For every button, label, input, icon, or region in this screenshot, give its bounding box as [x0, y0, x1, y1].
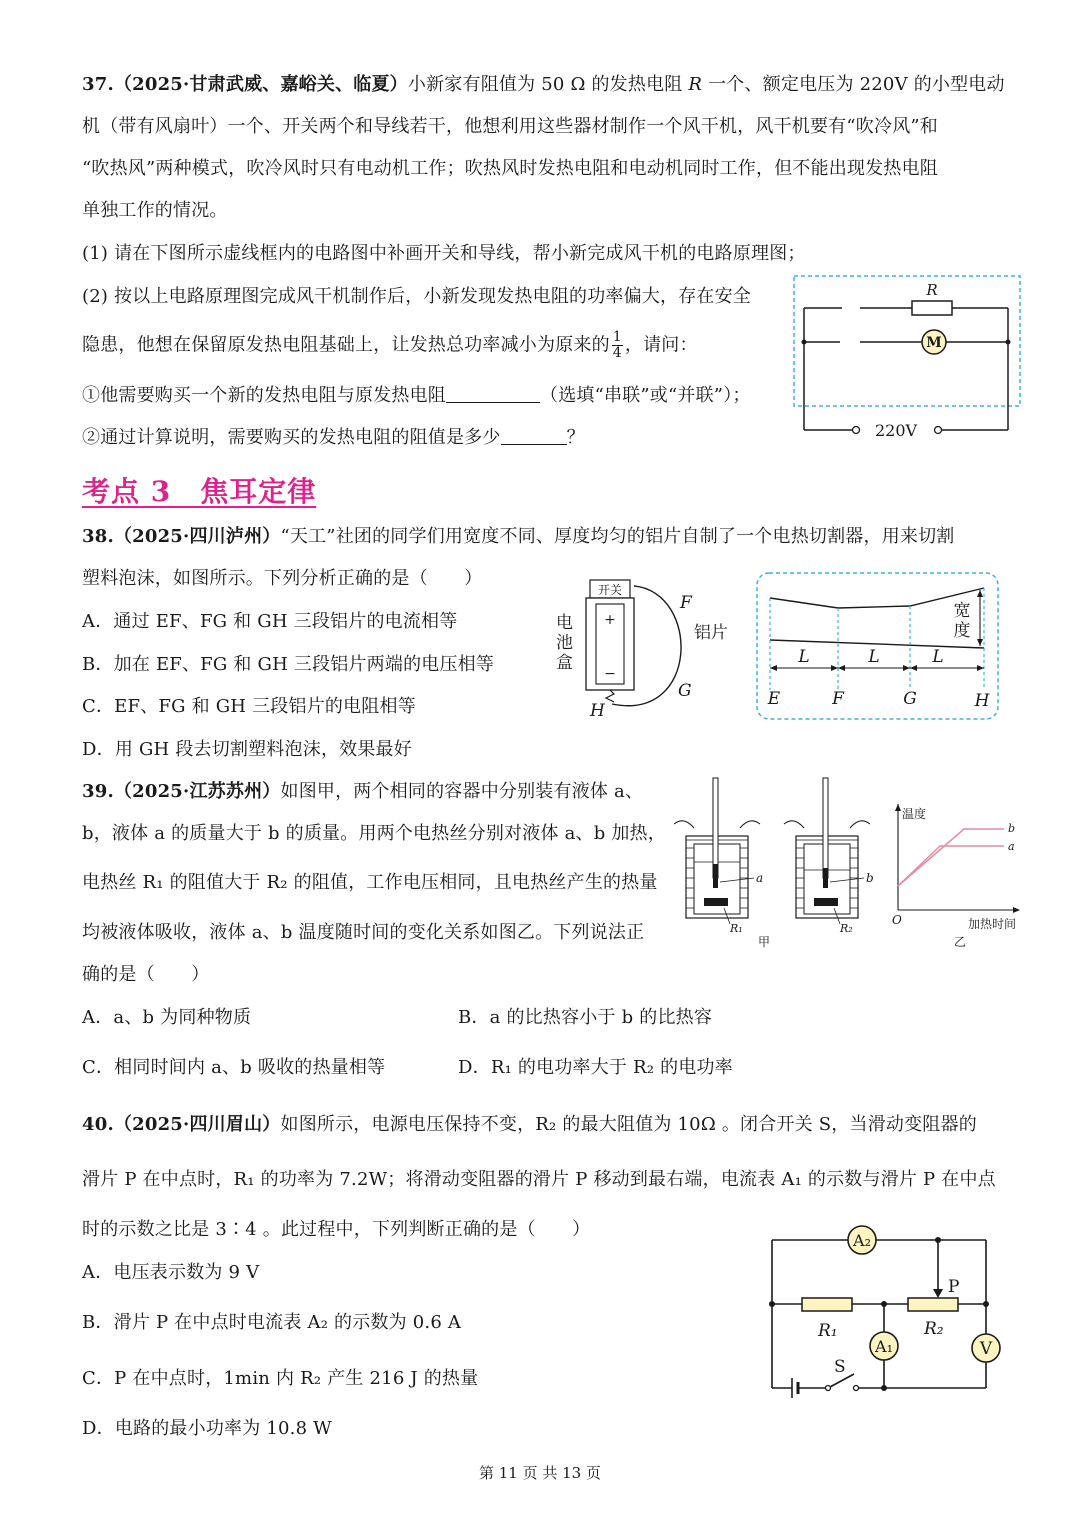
q38-option-c[interactable]: C．EF、FG 和 GH 三段铝片的电阻相等	[82, 696, 416, 717]
q40-number: 40.	[82, 1114, 114, 1135]
q38-battery-figure	[550, 572, 728, 722]
label-r2: R₂	[840, 922, 853, 935]
q38-text: “天工”社团的同学们用宽度不同、厚度均匀的铝片自制了一个电热切割器，用来切割	[280, 526, 955, 547]
q40-text: 如图所示，电源电压保持不变，R₂ 的最大阻值为 10Ω 。闭合开关 S，当滑动变阻器的	[280, 1114, 977, 1135]
foil-top-edge	[770, 588, 984, 608]
q37-source: （2025·甘肃武威、嘉峪关、临夏）	[113, 74, 408, 95]
q39-option-c[interactable]: C．相同时间内 a、b 吸收的热量相等	[82, 1057, 386, 1078]
q37-circuit-figure	[790, 272, 1030, 442]
label-origin: O	[892, 913, 902, 927]
q40-option-a[interactable]: A．电压表示数为 9 V	[82, 1262, 260, 1283]
q37-line1	[82, 72, 1005, 98]
label-r1: R₁	[818, 1321, 838, 1341]
q37-text: ，请问：	[624, 334, 698, 356]
q37-line4: 单独工作的情况。	[82, 200, 228, 221]
q38-option-a[interactable]: A．通过 EF、FG 和 GH 三段铝片的电流相等	[82, 611, 458, 632]
label-minus: −	[604, 666, 616, 682]
label-r: R	[926, 281, 938, 299]
label-battery-char: 盒	[556, 653, 573, 673]
q37-text: ①他需要购买一个新的发热电阻与原发热电阻	[82, 385, 446, 406]
label-p: P	[948, 1277, 960, 1297]
label-a: a	[756, 871, 764, 885]
resistor-r1	[802, 1298, 852, 1311]
fraction-one-quarter	[612, 330, 623, 361]
q37-text: ？	[566, 427, 585, 448]
q37-sub2	[82, 425, 585, 451]
rheostat-r2	[908, 1298, 958, 1311]
label-a: a	[1008, 840, 1015, 853]
label-battery-char: 池	[556, 633, 573, 653]
label-m: M	[926, 335, 942, 351]
q39-line2: b，液体 a 的质量大于 b 的质量。用两个电热丝分别对液体 a、b 加热，	[82, 823, 666, 844]
q40-option-c[interactable]: C．P 在中点时，1min 内 R₂ 产生 216 J 的热量	[82, 1368, 479, 1389]
q39-line4: 均被液体吸收，液体 a、b 温度随时间的变化关系如图乙。下列说法正	[82, 922, 645, 943]
label-h: H	[590, 701, 605, 721]
fraction-numerator: 1	[612, 329, 622, 345]
q39-source: （2025·江苏苏州）	[113, 781, 281, 802]
q37-part2: (2) 按以上电路原理图完成风干机制作后，小新发现发热电阻的功率偏大，存在安全	[82, 286, 752, 307]
q40-option-b[interactable]: B．滑片 P 在中点时电流表 A₂ 的示数为 0.6 A	[82, 1312, 462, 1333]
beaker-b	[784, 778, 874, 935]
label-foil: 铝片	[694, 623, 728, 643]
q38-line1	[82, 524, 955, 550]
q39-text: 如图甲，两个相同的容器中分别装有液体 a、	[280, 781, 644, 802]
q40-line2: 滑片 P 在中点时，R₁ 的功率为 7.2W；将滑动变阻器的滑片 P 移动到最右端，电流表 A₁ 的示数与滑片 P 在中点	[82, 1169, 996, 1190]
q37-symbol-r: R	[688, 74, 703, 95]
q37-line3: “吹热风”两种模式，吹冷风时只有电动机工作；吹热风时发热电阻和电动机同时工作，但不能出现发热电阻	[82, 158, 938, 179]
q40-line3: 时的示数之比是 3∶4 。此过程中，下列判断正确的是（ ）	[82, 1219, 591, 1240]
terminal	[853, 427, 860, 434]
section-heading: 考点 3 焦耳定律	[82, 475, 317, 508]
answer-blank[interactable]	[501, 426, 567, 445]
label-battery-char: 电	[556, 613, 573, 633]
page-footer: 第 11 页 共 13 页	[478, 1464, 601, 1482]
fraction-denominator: 4	[612, 345, 622, 361]
q37-text: （选填“串联”或“并联”）；	[540, 385, 751, 406]
q37-text: ②通过计算说明，需要购买的发热电阻的阻值是多少	[82, 427, 501, 448]
q38-foil-figure	[754, 570, 1002, 722]
spring-contact	[606, 690, 614, 702]
q37-number: 37.	[82, 74, 114, 95]
q38-line2: 塑料泡沫，如图所示。下列分析正确的是（ ）	[82, 568, 483, 589]
label-voltage: 220V	[874, 421, 918, 440]
label-s: S	[834, 1357, 846, 1377]
label-l: L	[868, 647, 880, 667]
resistor-r	[912, 301, 952, 315]
label-l: L	[932, 647, 944, 667]
q37-text: 一个、额定电压为 220V 的小型电动	[702, 74, 1005, 95]
q40-circuit-figure	[760, 1222, 1010, 1402]
q39-option-b[interactable]: B．a 的比热容小于 b 的比热容	[458, 1007, 713, 1028]
terminal	[935, 427, 942, 434]
label-r2: R₂	[924, 1319, 944, 1339]
label-yi: 乙	[953, 935, 967, 949]
q40-source: （2025·四川眉山）	[113, 1114, 281, 1135]
label-r1: R₁	[730, 922, 743, 935]
q40-line1	[82, 1112, 977, 1138]
q37-text: 小新家有阻值为 50 Ω 的发热电阻	[407, 74, 689, 95]
answer-blank[interactable]	[446, 384, 540, 403]
label-switch: 开关	[597, 583, 623, 597]
beaker-a	[674, 778, 770, 949]
label-e: E	[767, 689, 781, 709]
q39-line3: 电热丝 R₁ 的阻值大于 R₂ 的阻值，工作电压相同，且电热丝产生的热量	[82, 872, 658, 893]
q39-line5: 确的是（ ）	[82, 964, 210, 985]
q38-option-d[interactable]: D．用 GH 段去切割塑料泡沫，效果最好	[82, 739, 412, 760]
label-temperature: 温度	[902, 807, 927, 821]
q39-option-a[interactable]: A．a、b 为同种物质	[82, 1007, 252, 1028]
label-plus: +	[604, 612, 616, 628]
label-l: L	[798, 647, 810, 667]
q39-figure	[668, 774, 1028, 954]
q39-number: 39.	[82, 781, 114, 802]
temperature-graph	[892, 804, 1020, 949]
q40-option-d[interactable]: D．电路的最小功率为 10.8 W	[82, 1418, 332, 1439]
label-b: b	[866, 871, 874, 885]
q37-line2: 机（带有风扇叶）一个、开关两个和导线若干，他想利用这些器材制作一个风干机，风干机要有“吹冷风”和	[82, 116, 938, 137]
slider-arrow	[933, 1289, 943, 1298]
q39-line1	[82, 779, 643, 805]
label-v: V	[979, 1339, 993, 1359]
curve-b	[898, 829, 1004, 886]
label-width-char: 宽	[953, 601, 971, 621]
q38-number: 38.	[82, 526, 114, 547]
label-a1: A₁	[875, 1337, 893, 1356]
label-b: b	[1008, 822, 1016, 835]
q38-option-b[interactable]: B．加在 EF、FG 和 GH 三段铝片两端的电压相等	[82, 654, 495, 675]
label-g: G	[903, 689, 917, 709]
label-jia: 甲	[757, 935, 771, 949]
label-heating-time: 加热时间	[968, 917, 1017, 931]
q39-option-d[interactable]: D．R₁ 的电功率大于 R₂ 的电功率	[458, 1057, 733, 1078]
q37-sub1	[82, 383, 751, 409]
q38-source: （2025·四川泸州）	[113, 526, 281, 547]
label-g: G	[678, 681, 692, 701]
curve-a	[898, 846, 1004, 886]
q37-line7	[82, 330, 698, 361]
dashed-box	[794, 276, 1020, 406]
q37-part1: (1) 请在下图所示虚线框内的电路图中补画开关和导线，帮小新完成风干机的电路原理图；	[82, 243, 806, 264]
label-h: H	[974, 691, 990, 711]
label-f: F	[680, 593, 692, 613]
q37-text: 隐患，他想在保留原发热电阻基础上，让发热总功率减小为原来的	[82, 334, 610, 356]
label-a2: A₂	[853, 1231, 871, 1250]
label-width-char: 度	[953, 621, 971, 641]
label-f: F	[832, 689, 844, 709]
dashed-box	[757, 573, 998, 719]
